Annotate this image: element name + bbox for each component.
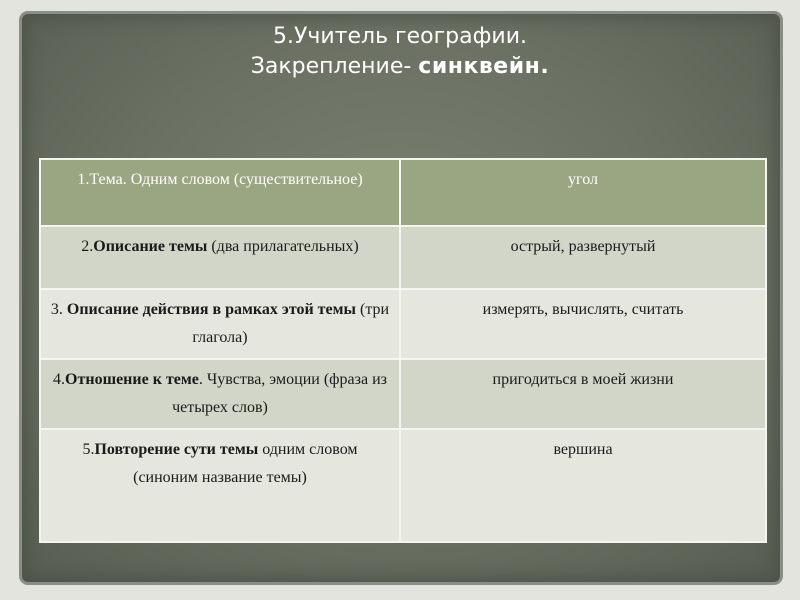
row-question-bold: Описание темы (93, 238, 208, 255)
row-answer: вершина (400, 429, 766, 542)
row-number: 4. (53, 371, 66, 388)
row-number: 2. (81, 238, 94, 255)
title-line-2 (0, 52, 800, 82)
header-cell-answer: угол (400, 159, 766, 226)
title-line-2-prefix: Закрепление- (250, 54, 419, 79)
table-row (40, 359, 766, 429)
title-line-1: 5.Учитель географии. (272, 24, 528, 49)
row-question (40, 429, 400, 542)
row-answer: острый, развернутый (400, 226, 766, 289)
row-question-rest: (три глагола) (192, 301, 390, 346)
row-question (40, 289, 400, 359)
table-row (40, 226, 766, 289)
row-answer: измерять, вычислять, считать (400, 289, 766, 359)
row-question (40, 359, 400, 429)
row-question-bold: Отношение к теме (65, 371, 199, 388)
row-question-bold: Описание действия в рамках этой темы (66, 301, 357, 318)
row-number: 3. (50, 301, 67, 318)
row-number: 5. (82, 441, 95, 458)
table-row (40, 429, 766, 542)
row-answer: пригодиться в моей жизни (400, 359, 766, 429)
row-question-rest: одним словом (синоним название темы) (133, 441, 358, 486)
row-question-rest: (два прилагательных) (207, 238, 359, 255)
header-cell-topic: 1.Тема. Одним словом (существительное) (40, 159, 400, 226)
table-row (40, 289, 766, 359)
cinquain-table (39, 158, 767, 543)
slide-title (0, 22, 800, 82)
row-question-rest: . Чувства, эмоции (фраза из четырех слов) (172, 371, 387, 416)
title-line-2-bold: синквейн. (418, 54, 550, 79)
table-header-row (40, 159, 766, 226)
row-question (40, 226, 400, 289)
row-question-bold: Повторение сути темы (94, 441, 259, 458)
